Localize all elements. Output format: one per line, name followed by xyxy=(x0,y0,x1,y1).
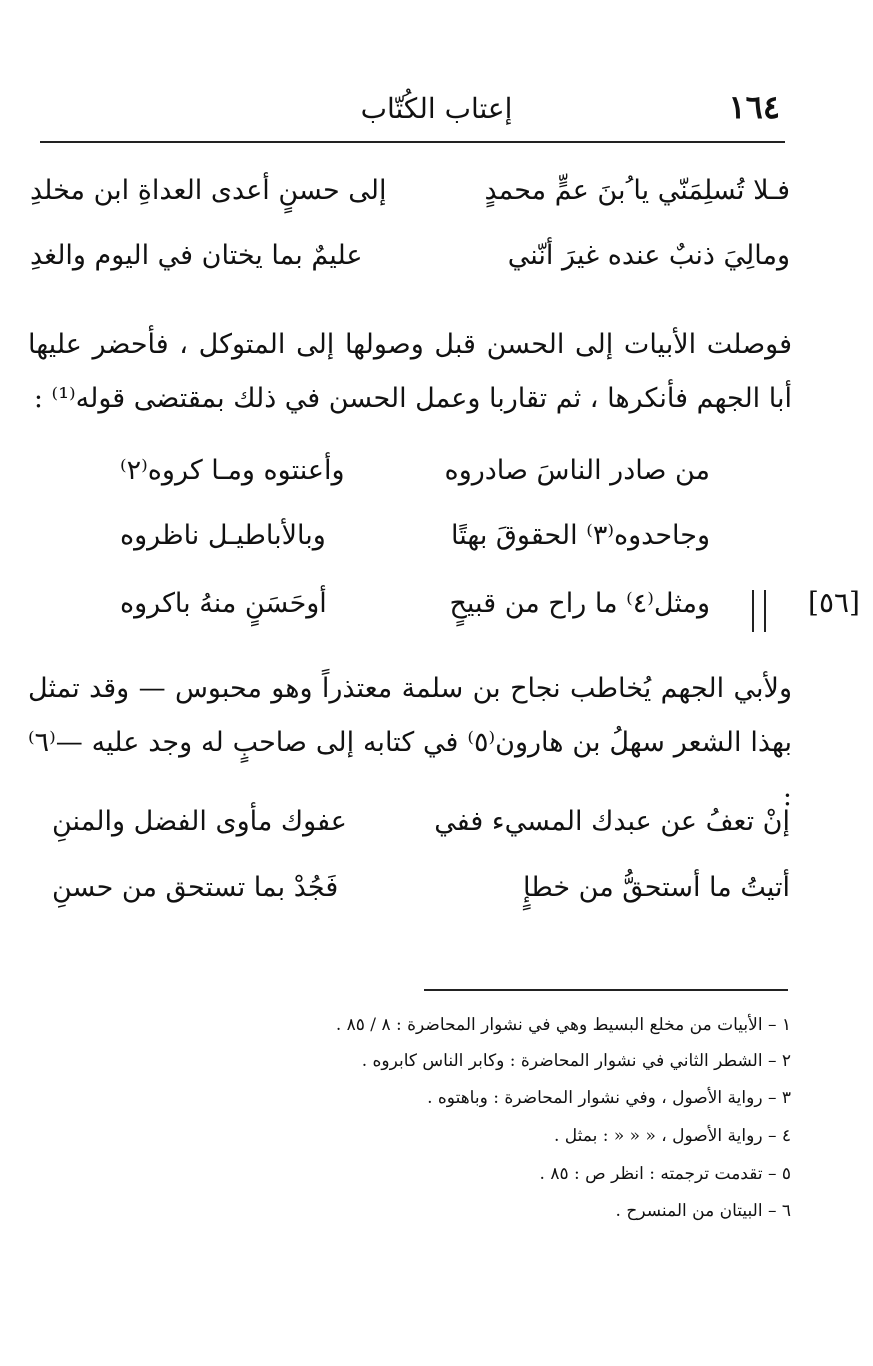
verse-line xyxy=(30,806,790,856)
footnote: ٦ – البيتان من المنسرح . xyxy=(615,1201,791,1221)
verse-first-hemistich: من صادر الناسَ صادروه xyxy=(444,455,710,486)
footnote: ٣ – رواية الأصول ، وفي نشوار المحاضرة : وباهتوه . xyxy=(427,1088,791,1108)
verse-line xyxy=(30,588,790,638)
verse-second-hemistich: عفوك مأوى الفضل والمننِ xyxy=(52,806,347,837)
running-title: إعتاب الكُتّاب xyxy=(360,92,513,125)
footnote: ١ – الأبيات من مخلع البسيط وهي في نشوار المحاضرة : ٨ / ٨٥ . xyxy=(335,1015,791,1035)
verse-first-hemistich: فـلا تُسلِمَنّي يا ُبنَ عمٍّ محمدٍ xyxy=(484,175,790,206)
verse-first-hemistich: إنْ تعفُ عن عبدك المسيء ففي xyxy=(434,806,790,837)
margin-double-bar xyxy=(752,590,766,632)
verse-second-hemistich: إلى حسنٍ أعدى العداةِ ابن مخلدِ xyxy=(30,175,387,206)
verse-line xyxy=(30,520,790,570)
verse-line xyxy=(30,455,790,505)
verse-second-hemistich: أوحَسَنٍ منهُ باكروه xyxy=(120,588,327,619)
verse-first-hemistich: وجاحدوه⁽٣⁾ الحقوقَ بهتًا xyxy=(451,520,710,551)
footnote: ٤ – رواية الأصول ، « « « : بمثل . xyxy=(553,1126,791,1146)
verse-second-hemistich: فَجُدْ بما تستحق من حسنِ xyxy=(52,872,339,903)
verse-line xyxy=(30,175,790,225)
header-divider xyxy=(40,141,785,143)
footnote: ٥ – تقدمت ترجمته : انظر ص : ٨٥ . xyxy=(539,1164,791,1184)
verse-first-hemistich: ومثل⁽٤⁾ ما راح من قبيحٍ xyxy=(449,588,710,619)
verse-second-hemistich: عليمٌ بما يختان في اليوم والغدِ xyxy=(30,240,363,271)
verse-line xyxy=(30,872,790,922)
verse-second-hemistich: وأعنتوه ومـا كروه⁽٢⁾ xyxy=(120,455,345,486)
verse-first-hemistich: ومالِيَ ذنبٌ عنده غيرَ أنّني xyxy=(507,240,790,271)
page-number: ١٦٤ xyxy=(728,88,780,126)
prose-paragraph: ولأبي الجهم يُخاطب نجاح بن سلمة معتذراً وهو محبوس — وقد تمثل بهذا الشعر سهلُ بن هارون⁽٥⁾ في كتابه إلى صاحبٍ له وجد عليه —⁽٦⁾ : xyxy=(28,673,792,812)
prose-paragraph: فوصلت الأبيات إلى الحسن قبل وصولها إلى المتوكل ، فأحضر عليها أبا الجهم فأنكرها ، ثم تقاربا وعمل الحسن في ذلك بمقتضى قوله⁽¹⁾ : xyxy=(28,329,792,414)
footnote-divider xyxy=(424,989,788,991)
footnote: ٢ – الشطر الثاني في نشوار المحاضرة : وكابر الناس كابروه . xyxy=(361,1051,791,1071)
verse-first-hemistich: أتيتُ ما أستحقُّ من خطإٍ xyxy=(523,872,790,903)
verse-line xyxy=(30,240,790,290)
manuscript-folio-reference: [٥٦] xyxy=(808,586,860,619)
verse-second-hemistich: وبالأباطيـل ناظروه xyxy=(120,520,326,551)
